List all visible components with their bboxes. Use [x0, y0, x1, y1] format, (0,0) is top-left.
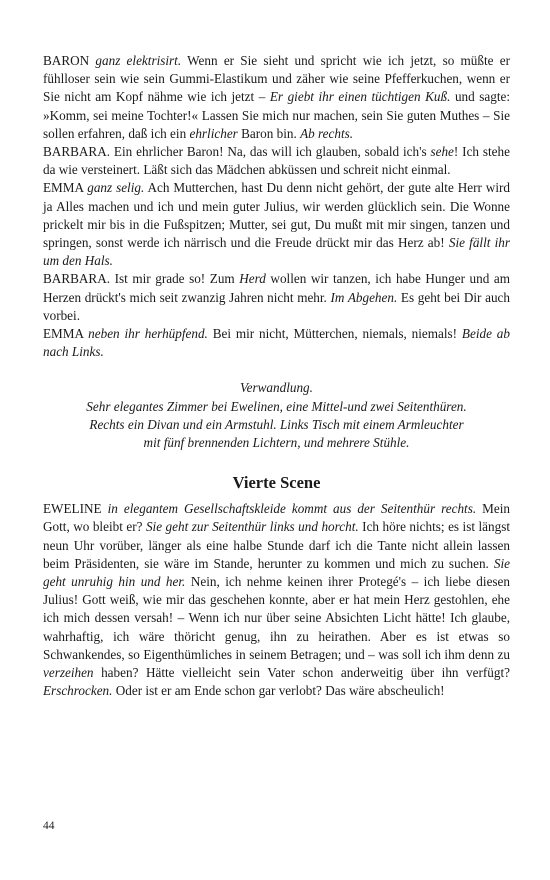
- speech-paragraph: [43, 52, 510, 143]
- stage-note: ganz selig.: [87, 180, 145, 196]
- speech-text: Oder ist er am Ende schon gar verlobt? Das wäre abscheulich!: [112, 683, 445, 699]
- speech-text: haben? Hätte vielleicht sein Vater schon anderweitig über ihn verfügt?: [93, 665, 510, 681]
- speech-paragraph: [43, 325, 510, 361]
- speech-text: und sagte: »Komm, sei meine Tochter!« Lassen Sie mich nur machen, sein Sie guten Muthes – Sie sollen erfahren, daß ich ein: [43, 89, 511, 141]
- speech-text: Ach Mutterchen, hast Du denn nicht gehört, der gute alte Herr wird ja Alles machen und ich und mein guter Julius, wir werden glücklich sein. Die Wonne prickelt mir bis in die Fußspitzen; Mutter, sei gut, Du mußt mit mir singen, tanzen und springen, sonst werde ich närrisch und die Freude drückt mir das Herz ab!: [43, 180, 510, 251]
- dialogue-block: [43, 52, 510, 361]
- stage-note: Sie geht unruhig hin und her.: [43, 555, 510, 590]
- speech-text: BARBARA. Ist mir grade so! Zum: [43, 271, 240, 287]
- stage-note: Beide ab nach Links.: [43, 326, 510, 360]
- stage-direction: [43, 379, 510, 452]
- stage-note: Herd: [239, 271, 266, 287]
- speech-text: Wenn er Sie sieht und spricht wie ich jetzt, so müßte er fühlloser sein wie sein Gummi-Elastikum und zäher wie seine Pfefferkuchen, wenn er Sie nicht am Kopf nähme wie ich jetzt –: [43, 53, 510, 105]
- stage-note: Er giebt ihr einen tüchtigen Kuß.: [269, 89, 451, 105]
- speech-paragraph: [43, 179, 510, 270]
- stage-line: Rechts ein Divan und ein Armstuhl. Links Tisch mit einem Armleuchter: [89, 416, 464, 432]
- speech-text: EWELINE: [43, 501, 108, 517]
- speech-paragraph: [43, 500, 510, 700]
- stage-note: Sie fällt ihr um den Hals.: [43, 235, 511, 269]
- speech-text: wollen wir tanzen, ich habe Hunger und am Herzen drückt's mich seit zwanzig Jahren nicht mehr.: [43, 271, 510, 305]
- stage-note: ehrlicher: [189, 125, 238, 141]
- stage-note: Erschrocken.: [43, 683, 113, 699]
- speech-text: ! Ich stehe da wie versteinert. Läßt sich das Mädchen abküssen und schreit nicht einmal.: [43, 144, 510, 178]
- speech-paragraph: [43, 143, 510, 179]
- stage-line: mit fünf brennenden Lichtern, und mehrere Stühle.: [143, 435, 410, 451]
- speech-text: EMMA: [43, 180, 88, 196]
- speech-text: Mein Gott, wo bleibt er?: [43, 501, 510, 535]
- stage-note: ganz elektrisirt.: [95, 53, 182, 68]
- stage-line: Sehr elegantes Zimmer bei Ewelinen, eine Mittel-und zwei Seitenthüren.: [86, 398, 467, 414]
- speech-text: Bei mir nicht, Mütterchen, niemals, niemals!: [207, 326, 462, 342]
- speech-text: Ich höre nichts; es ist längst neun Uhr vorüber, länger als eine halbe Stunde darf ich die Tante nicht allein lassen beim Präsidenten, sie wäre im Stande, herunter zu kommen und mich zu suchen.: [43, 519, 510, 571]
- stage-note: Im Abgehen.: [330, 289, 398, 305]
- stage-note: verzeihen: [43, 665, 94, 681]
- speech-text: Es geht bei Dir auch vorbei.: [43, 289, 510, 323]
- speech-text: BARBARA. Ein ehrlicher Baron! Na, das will ich glauben, sobald ich's: [43, 144, 431, 160]
- speech-text: BARON: [43, 53, 96, 68]
- speech-text: Baron bin.: [237, 125, 301, 141]
- page-body: [43, 52, 510, 701]
- speech-paragraph: [43, 270, 510, 325]
- scene-heading: Vierte Scene: [232, 473, 321, 493]
- stage-note: in elegantem Gesellschaftskleide kommt aus der Seitenthür rechts.: [107, 501, 477, 517]
- speech-text: EMMA: [43, 326, 89, 342]
- stage-note: Sie geht zur Seitenthür links und horcht.: [145, 519, 359, 535]
- page-number: 44: [43, 820, 55, 832]
- speech-text: Nein, ich nehme keinen ihrer Protegé's – ich liebe diesen Julius! Gott weiß, wie mir das geschehen konnte, aber er hat mein Herz gestohlen, ehe ich mich dessen versah! – Wenn ich nur über seine Absichten Licht hätte! Ich glaube, wahrhaftig, ich wäre thöricht genug, ihn zu heirathen. Aber es ist etwas so Schwankendes, so Eigenthümliches in seinem Betragen; und – was soll ich ihm denn zu: [43, 574, 511, 662]
- scene-block: [43, 500, 510, 700]
- stage-note: neben ihr herhüpfend.: [88, 326, 208, 342]
- stage-note: sehe: [430, 144, 454, 160]
- stage-note: Ab rechts.: [300, 125, 354, 141]
- stage-line: Verwandlung.: [240, 380, 313, 396]
